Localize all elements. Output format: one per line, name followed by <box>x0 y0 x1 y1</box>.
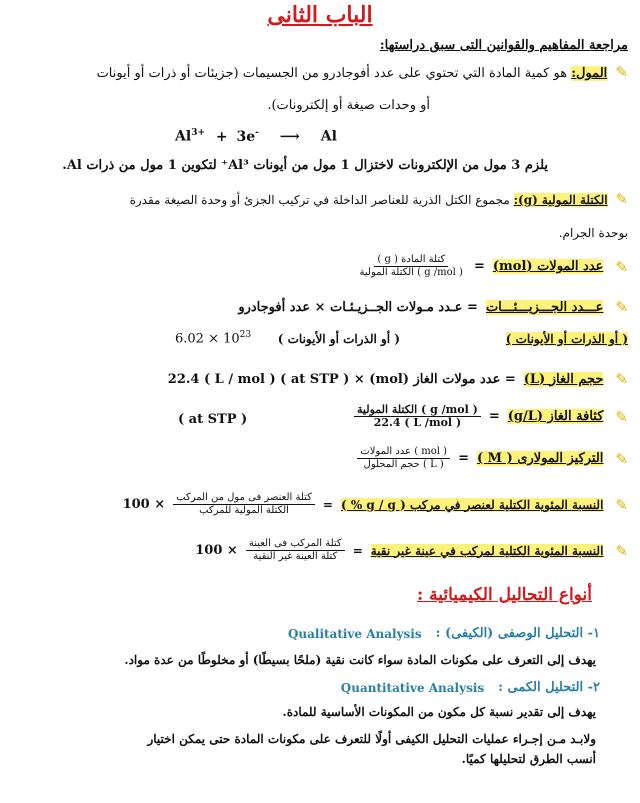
final-note-line2: أنسب الطرق لتحليلها كميًا. <box>461 752 596 766</box>
leaf-bullet-icon: ✎ <box>615 407 628 426</box>
gas-density-formula: ✎ كثافة الغاز (g/L) = $\frac{\text{( g /mol ) الكتلة المولية}}{\text{( L /mol ) 22.4}}$ <box>354 404 628 429</box>
molar-mass-line2: بوحدة الجرام. <box>558 226 628 240</box>
qualitative-label: ١- التحليل الوصفى (الكيفى) : Qualitative Analysis <box>287 626 600 641</box>
molar-mass-definition: ✎ الكتلة المولية (g): مجموع الكتل الذرية للعناصر الداخلة في تركيب الجزئ أو وحدة الصيغة مقدرة <box>129 190 628 208</box>
quantitative-label: ٢- التحليل الكمى : Quantitative Analysis <box>340 680 600 695</box>
mole-definition-line1: هو كمية المادة التي تحتوي على عدد أفوجادرو من الجسيمات (جزيئات أو ذرات أو أيونات <box>96 66 568 81</box>
leaf-bullet-icon: ✎ <box>615 449 628 468</box>
leaf-bullet-icon: ✎ <box>615 190 628 208</box>
analysis-heading: أنواع التحاليل الكيميائية : <box>416 585 592 605</box>
quantitative-description: يهدف إلى تقدير نسبة كل مكون من المكونات الأساسية للمادة. <box>282 705 596 719</box>
particles-note-2: ( أو الذرات أو الأيونات ) <box>277 332 400 346</box>
review-heading: مراجعة المفاهيم والقوانين التى سبق دراستها: <box>379 38 628 53</box>
mole-definition <box>18 63 628 81</box>
mole-needs-line: يلزم 3 مول من الإلكترونات لاختزال 1 مول من أيونات Al³⁺ لتكوين 1 مول من ذرات Al. <box>62 158 548 173</box>
leaf-bullet-icon: ✎ <box>615 257 628 276</box>
mole-definition-line2: أو وحدات صيغة أو إلكترونات). <box>267 98 430 113</box>
leaf-bullet-icon: ✎ <box>615 370 628 388</box>
qualitative-description: يهدف إلى التعرف على مكونات المادة سواء كانت نقية (ملحًا بسيطًا) أو مخلوطًا من عدة مواد. <box>124 653 596 667</box>
percent-compound-formula: ✎ النسبة المئوية الكتلية لمركب في عينة غير نقية = $\frac{\text{كتلة المركب فى العينة}}{\text{كتلة العينة غير النقية}}$ × 100 <box>195 538 628 562</box>
avogadro-number: $6.02 \times 10^{23}$ <box>175 330 252 347</box>
gas-volume-formula: ✎ حجم الغاز (L) = عدد مولات الغاز (mol) × 22.4 ( L / mol ) ( at STP ) <box>167 370 628 388</box>
percent-element-formula: ✎ النسبة المئوية الكتلية لعنصر في مركب ( g / g % ) = $\frac{\text{كتلة العنصر فى مول من المركب}}{\text{الكتلة المولية للمركب}}$ × 100 <box>122 492 628 516</box>
density-stp: ( at STP ) <box>178 412 248 427</box>
mole-term: المول: <box>571 66 608 81</box>
leaf-bullet-icon: ✎ <box>615 541 628 560</box>
arrow-icon: ⟶ <box>279 128 300 145</box>
reduction-equation: $Al^{3+} + 3e^-$ ⟶ Al <box>175 128 337 145</box>
particles-formula: ✎ عـــدد الجـــزيـــئـــات = عـدد مـولات الجــزيـئـات × عدد أفوجادرو <box>238 298 628 316</box>
final-note-line1: ولابـد مـن إجـراء عمليات التحليل الكيفى أولًا للتعرف على مكونات المادة حتى يمكن اختيار <box>147 732 596 746</box>
leaf-bullet-icon: ✎ <box>615 298 628 316</box>
leaf-bullet-icon: ✎ <box>615 63 628 81</box>
leaf-bullet-icon: ✎ <box>615 495 628 514</box>
molarity-formula: ✎ التركيز المولارى ( M ) = $\frac{\text{( mol ) عدد المولات}}{\text{( L ) حجم المحلول}}$ <box>357 446 628 471</box>
moles-formula: ✎ عدد المولات (mol) = $\frac{\text{كتلة المادة ( g )}}{\text{( g /mol ) الكتلة المولية}}$ <box>359 254 628 278</box>
particles-note: ( أو الذرات أو الأيونات ) <box>505 332 628 346</box>
page-title: الباب الثانى <box>267 2 373 28</box>
